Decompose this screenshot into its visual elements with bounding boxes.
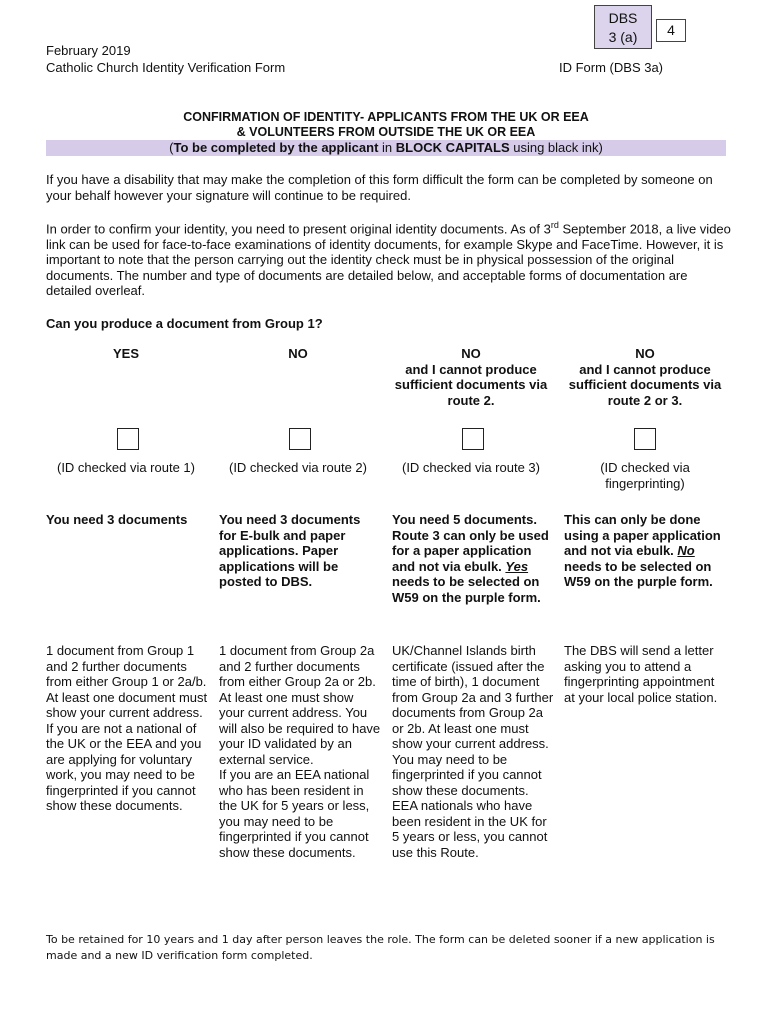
option-yes-checkbox[interactable] [117,428,139,450]
option-no-heading [218,346,378,362]
option-requirement: You need 3 documents [46,512,188,527]
header-date: February 2019 [46,43,131,58]
dbs-form-tag [594,5,652,49]
requirement-text: You need 5 documents. Route 3 can only be used for a paper application and not via ebulk. [392,512,549,574]
option-heading-main: NO [461,346,481,361]
retention-footer: To be retained for 10 years and 1 day after person leaves the role. The form can be deleted sooner if a new application is made and a new ID verification form completed. [46,933,715,962]
option-requirement [564,512,728,590]
group1-question: Can you produce a document from Group 1? [46,316,323,331]
identity-paragraph-sup: rd [550,220,559,230]
option-heading-sub: and I cannot produce sufficient documents via route 2 or 3. [568,361,722,408]
dbs-tag-line1: DBS [608,10,638,26]
option-route-label: (ID checked via route 1) [56,460,195,475]
option-no-route2-checkbox[interactable] [462,428,484,450]
option-no-route3-heading [564,346,726,408]
identity-paragraph [46,218,736,299]
disability-paragraph: If you have a disability that may make the completion of this form difficult the form can be completed by someone on your behalf however your signature will continue to be required. [46,172,713,203]
option-detail: UK/Channel Islands birth certificate (issued after the time of birth), 1 document from Group 2a and 3 further documents from Group 2a or 2b. At least one must show your current address. You may need to be fingerprinted if you cannot show these documents. EEA nationals who have been resident in the UK for 5 years or less, you cannot use this Route. [392,643,554,860]
banner-bold-capitals: BLOCK CAPITALS [395,140,510,155]
option-yes-heading [46,346,206,362]
requirement-emphasis: Yes [505,558,529,574]
option-detail: The DBS will send a letter asking you to attend a fingerprinting appointment at your local police station. [564,643,718,705]
instruction-banner [46,140,726,156]
option-heading-main: NO [635,346,655,361]
option-heading-main: YES [112,346,139,361]
option-heading-sub: and I cannot produce sufficient documents via route 2. [394,361,548,408]
option-route-label: (ID checked via route 3) [401,460,540,475]
option-requirement [392,512,554,605]
option-route-label: (ID checked via route 2) [228,460,367,475]
option-requirement: You need 3 documents for E-bulk and paper applications. Paper applications will be posted to DBS. [219,512,361,589]
option-route-label: (ID checked via fingerprinting) [600,460,690,491]
option-detail: 1 document from Group 2a and 2 further documents from either Group 2a or 2b. At least one must show your current address. You will also be required to have your ID validated by an external service. If you are an EEA national who has been resident in the UK for 5 years or less, you may need to be fingerprinted if you cannot show these documents. [219,643,381,860]
banner-open: ( [169,140,174,155]
option-no-checkbox[interactable] [289,428,311,450]
requirement-text-end: needs to be selected on W59 on the purple form. [564,558,713,589]
requirement-text-end: needs to be selected on W59 on the purple form. [392,574,541,605]
page-number-box: 4 [656,19,686,42]
option-detail: 1 document from Group 1 and 2 further documents from either Group 1 or 2a/b. At least one document must show your current address. If you are not a national of the UK or the EEA and you are applying for voluntary work, you may need to be fingerprinted if you cannot show these documents. [46,643,208,813]
banner-mid: in [378,140,396,155]
dbs-tag-line2: 3 (a) [608,29,638,45]
option-no-route2-heading [390,346,552,408]
header-form-id: ID Form (DBS 3a) [559,60,664,75]
banner-bold-applicant: To be completed by the applicant [173,140,379,155]
requirement-emphasis: No [677,543,695,558]
requirement-text: This can only be done using a paper application and not via ebulk. [564,512,721,558]
title-line2: & VOLUNTEERS FROM OUTSIDE THE UK OR EEA [236,125,536,139]
identity-paragraph-start: In order to confirm your identity, you need to present original identity documents. As of 3 [46,221,551,237]
header-form-name: Catholic Church Identity Verification Form [46,60,286,75]
form-title [46,110,726,140]
option-heading-main: NO [288,346,308,361]
banner-end: using black ink) [509,140,603,155]
identity-paragraph-end: September 2018, a live video link can be used for face-to-face examinations of identity documents, for example Skype and FaceTime. However, it is important to note that the person carrying out the identity check must be in physical possession of the original documents. The number and type of documents are detailed below, and acceptable forms of documentation are detailed overleaf. [46,221,731,299]
option-no-route3-checkbox[interactable] [634,428,656,450]
title-line1: CONFIRMATION OF IDENTITY- APPLICANTS FROM THE UK OR EEA [183,110,589,124]
